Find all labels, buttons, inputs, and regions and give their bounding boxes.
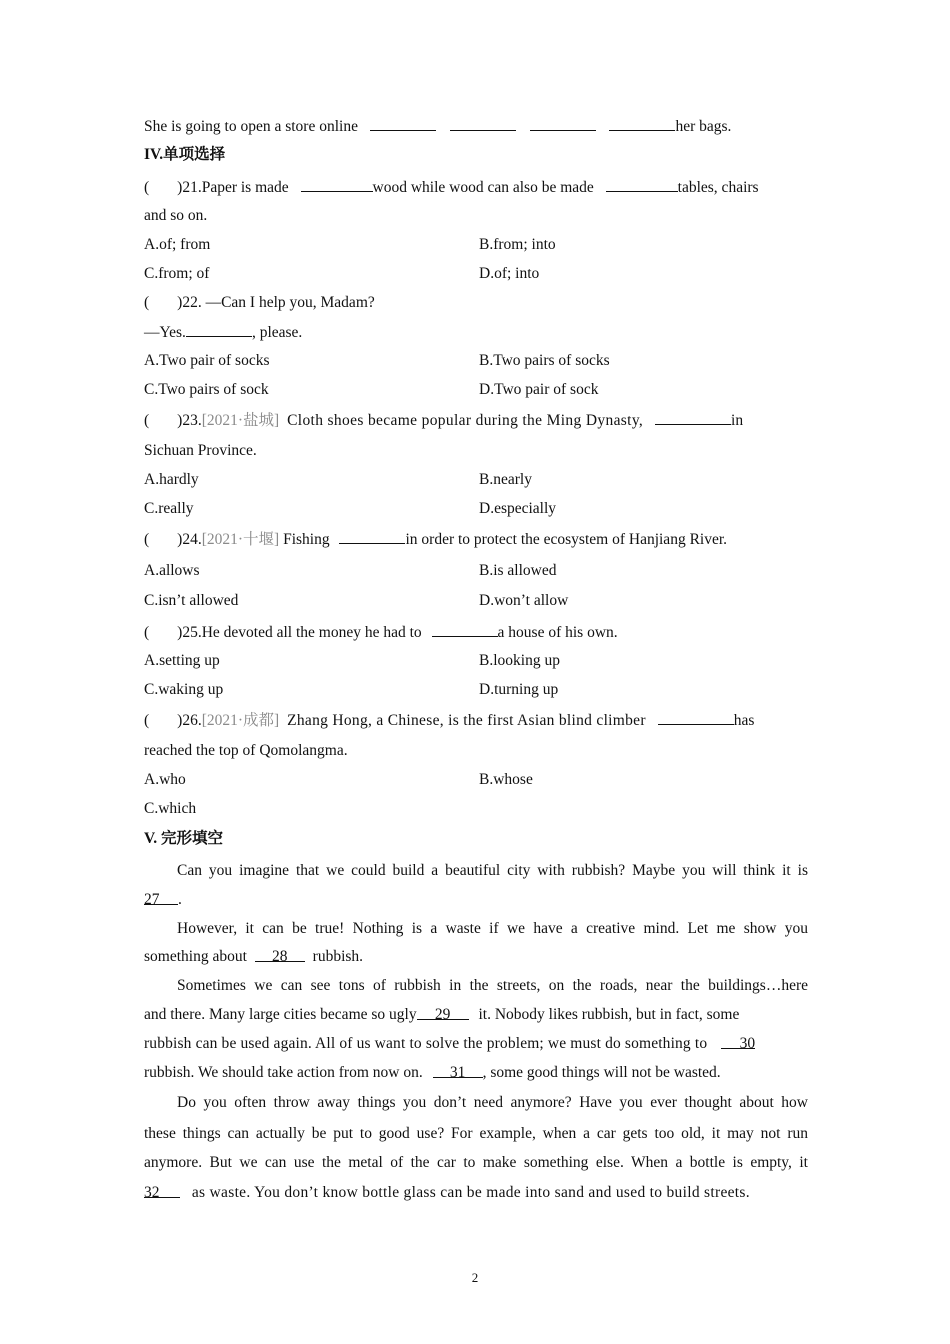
passage-line: rubbish. We should take action from now on. 31 , some good things will not be wasted. <box>144 1064 721 1081</box>
passage-line: something about 28 rubbish. <box>144 948 364 965</box>
question-23: ( )23.[2021·盐城] Cloth shoes became popular during the Ming Dynasty, in <box>144 412 744 429</box>
option-a[interactable]: A.of; from <box>144 236 211 253</box>
passage-line: 27 . <box>144 891 182 908</box>
option-c[interactable]: C.isn’t allowed <box>144 592 239 609</box>
blank <box>606 177 678 192</box>
blank-30: 30 <box>721 1034 755 1049</box>
question-26-options-c <box>144 799 808 819</box>
option-a[interactable]: A.Two pair of socks <box>144 352 270 369</box>
question-25: ( )25.He devoted all the money he had to a house of his own. <box>144 624 618 641</box>
question-26-continued: reached the top of Qomolangma. <box>144 742 348 759</box>
question-22-reply: —Yes. , please. <box>144 324 303 341</box>
option-d[interactable]: D.of; into <box>479 265 540 282</box>
option-c[interactable]: C.waking up <box>144 681 224 698</box>
passage-line: these things can actually be put to good use? For example, when a car gets too old, it may not run <box>144 1125 808 1142</box>
option-a[interactable]: A.hardly <box>144 471 199 488</box>
passage-line: anymore. But we can use the metal of the car to make something else. When a bottle is empty, it <box>144 1154 808 1171</box>
option-b[interactable]: B.whose <box>479 771 533 788</box>
blank <box>530 116 596 131</box>
option-b[interactable]: B.is allowed <box>479 562 557 579</box>
question-23-options-cd <box>144 499 808 519</box>
blank <box>186 322 252 337</box>
option-c[interactable]: C.Two pairs of sock <box>144 381 269 398</box>
question-26: ( )26.[2021·成都] Zhang Hong, a Chinese, is the first Asian blind climber has <box>144 712 755 729</box>
passage-line: Sometimes we can see tons of rubbish in the streets, on the roads, near the buildings…here <box>177 977 808 994</box>
question-24-options-ab <box>144 561 808 581</box>
blank-32: 32 <box>144 1183 180 1198</box>
question-24: ( )24.[2021·十堰] Fishing in order to protect the ecosystem of Hanjiang River. <box>144 531 728 548</box>
question-21-continued: and so on. <box>144 207 208 224</box>
option-c[interactable]: C.which <box>144 800 197 817</box>
option-b[interactable]: B.from; into <box>479 236 556 253</box>
question-26-options-ab <box>144 770 808 790</box>
passage-line: 32 as waste. You don’t know bottle glass can be made into sand and used to build streets. <box>144 1184 750 1201</box>
option-d[interactable]: D.Two pair of sock <box>479 381 599 398</box>
passage-line: and there. Many large cities became so ugly 29 it. Nobody likes rubbish, but in fact, some <box>144 1006 740 1023</box>
option-b[interactable]: B.nearly <box>479 471 532 488</box>
source-tag: [2021·十堰] <box>201 531 280 548</box>
blank <box>301 177 373 192</box>
question-22: ( )22. —Can I help you, Madam? <box>144 294 375 311</box>
passage-line: rubbish can be used again. All of us want to solve the problem; we must do something to 30 <box>144 1035 756 1052</box>
question-23-continued: Sichuan Province. <box>144 442 257 459</box>
option-c[interactable]: C.from; of <box>144 265 210 282</box>
option-a[interactable]: A.setting up <box>144 652 220 669</box>
question-25-options-cd <box>144 680 808 700</box>
question-24-options-cd <box>144 591 808 611</box>
question-22-options-ab <box>144 351 808 371</box>
blank-28: 28 <box>255 947 305 962</box>
question-21-options-ab <box>144 235 808 255</box>
section-heading-iv: IV.单项选择 <box>144 146 226 163</box>
option-c[interactable]: C.really <box>144 500 194 517</box>
option-a[interactable]: A.who <box>144 771 186 788</box>
blank <box>658 710 734 725</box>
blank <box>432 622 498 637</box>
question-22-options-cd <box>144 380 808 400</box>
blank <box>655 410 731 425</box>
blank <box>339 529 405 544</box>
option-b[interactable]: B.looking up <box>479 652 560 669</box>
source-tag: [2021·成都] <box>201 712 280 729</box>
source-tag: [2021·盐城] <box>201 412 280 429</box>
page-number: 2 <box>471 1270 479 1285</box>
option-d[interactable]: D.especially <box>479 500 557 517</box>
blank <box>609 116 675 131</box>
blank <box>370 116 436 131</box>
question-25-options-ab <box>144 651 808 671</box>
option-a[interactable]: A.allows <box>144 562 200 579</box>
blank <box>450 116 516 131</box>
option-b[interactable]: B.Two pairs of socks <box>479 352 610 369</box>
option-d[interactable]: D.turning up <box>479 681 559 698</box>
question-23-options-ab <box>144 470 808 490</box>
blank-31: 31 <box>433 1063 483 1078</box>
blank-29: 29 <box>417 1005 469 1020</box>
passage-line: Can you imagine that we could build a beautiful city with rubbish? Maybe you will think it is <box>177 862 808 879</box>
passage-line: Do you often throw away things you don’t need anymore? Have you ever thought about how <box>177 1094 808 1111</box>
blank-27: 27 <box>144 890 178 905</box>
section-heading-v: V. 完形填空 <box>144 830 223 847</box>
intro-sentence: She is going to open a store online her bags. <box>144 118 732 135</box>
question-21-options-cd <box>144 264 808 284</box>
passage-line: However, it can be true! Nothing is a waste if we have a creative mind. Let me show you <box>177 920 808 937</box>
option-d[interactable]: D.won’t allow <box>479 592 569 609</box>
question-21: ( )21.Paper is made wood while wood can also be made tables, chairs <box>144 179 759 196</box>
